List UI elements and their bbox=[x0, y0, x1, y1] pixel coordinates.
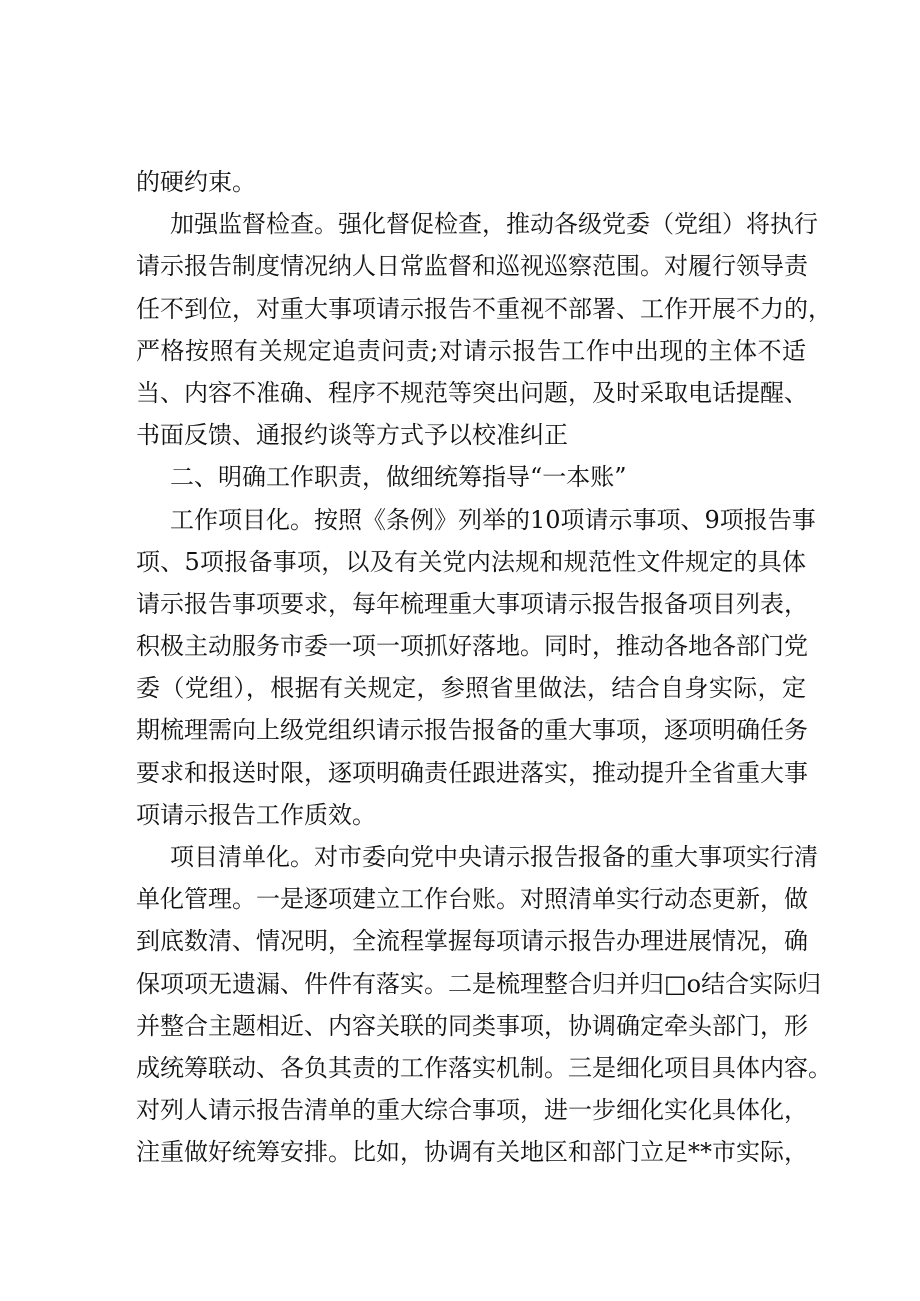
text-line: 严格按照有关规定追责问责;对请示报告工作中出现的主体不适 bbox=[136, 336, 806, 365]
document-body bbox=[136, 161, 832, 1174]
text-line: 期梳理需向上级党组织请示报告报备的重大事项，逐项明确任务 bbox=[136, 716, 808, 745]
text-line: 委（党组），根据有关规定，参照省里做法，结合自身实际，定 bbox=[136, 674, 806, 703]
text-line: 请示报告制度情况纳人日常监督和巡视巡察范围。对履行领导责 bbox=[136, 252, 808, 281]
text-line: 的硬约束。 bbox=[136, 168, 256, 196]
text-line: 并整合主题相近、内容关联的同类事项，协调确定牵头部门，形 bbox=[136, 1011, 808, 1040]
text-line: 项请示报告工作质效。 bbox=[136, 800, 376, 829]
text-line: 当、内容不准确、程序不规范等突出问题，及时采取电话提醒、 bbox=[136, 378, 808, 407]
text-line: 保项项无遗漏、件件有落实。二是梳理整合归并归□o结合实际归 bbox=[136, 969, 822, 998]
text-line: 单化管理。一是逐项建立工作台账。对照清单实行动态更新，做 bbox=[136, 885, 808, 914]
text-line: 成统筹联动、各负其责的工作落实机制。三是细化项目具体内容。 bbox=[136, 1053, 832, 1082]
text-line: 到底数清、情况明，全流程掌握每项请示报告办理进展情况，确 bbox=[136, 927, 808, 956]
text-line: 对列人请示报告清单的重大综合事项，进一步细化实化具体化， bbox=[136, 1096, 808, 1125]
text-line: 书面反馈、通报约谈等方式予以校准纠正 bbox=[136, 421, 568, 450]
text-line: 请示报告事项要求，每年梳理重大事项请示报告报备项目列表， bbox=[136, 589, 808, 618]
text-line: 任不到位，对重大事项请示报告不重视不部署、工作开展不力的， bbox=[136, 294, 832, 323]
text-line: 项、5项报备事项，以及有关党内法规和规范性文件规定的具体 bbox=[136, 547, 806, 576]
paragraph-start-line: 项目清单化。对市委向党中央请示报告报备的重大事项实行清 bbox=[170, 843, 818, 871]
section-heading: 二、明确工作职责，做细统筹指导“一本账” bbox=[170, 463, 627, 492]
text-line: 注重做好统筹安排。比如，协调有关地区和部门立足**市实际， bbox=[136, 1138, 808, 1167]
paragraph-start-line: 工作项目化。按照《条例》列举的10项请示事项、9项报告事 bbox=[170, 505, 816, 534]
paragraph-start-line: 加强监督检查。强化督促检查，推动各级党委（党组）将执行 bbox=[170, 210, 818, 239]
text-line: 要求和报送时限，逐项明确责任跟进落实，推动提升全省重大事 bbox=[136, 758, 808, 787]
text-line: 积极主动服务市委一项一项抓好落地。同时，推动各地各部门党 bbox=[136, 632, 808, 661]
